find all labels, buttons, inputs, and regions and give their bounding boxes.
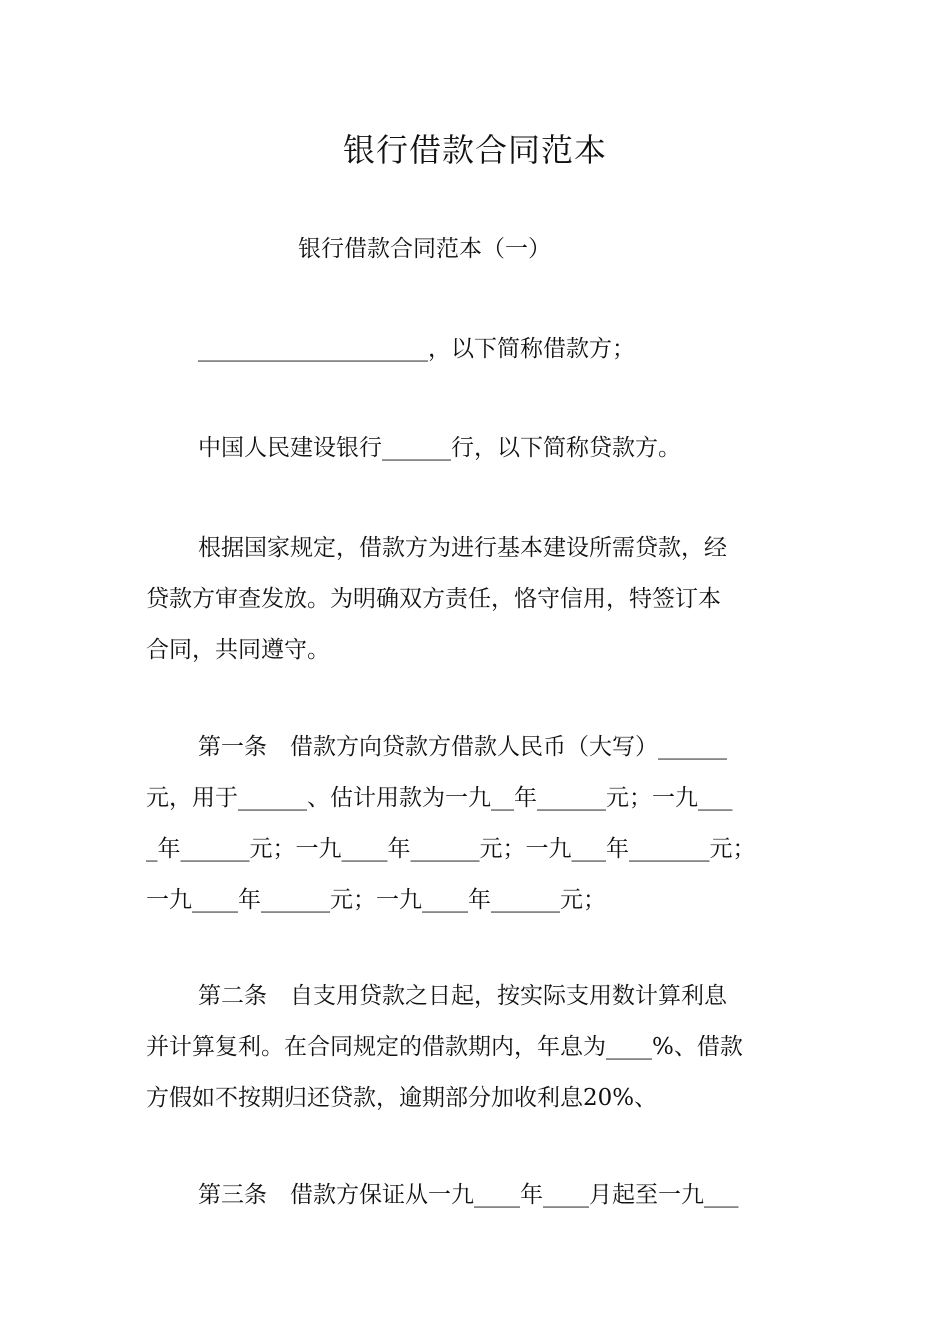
paragraph-lender (146, 423, 826, 474)
paragraph-line: 并计算复利。在合同规定的借款期内，年息为____%、借款 (146, 1034, 743, 1060)
paragraph-line: 合同，共同遵守。 (146, 637, 330, 663)
document-subtitle: 银行借款合同范本（一） (298, 236, 551, 262)
paragraph-line: 方假如不按期归还贷款，逾期部分加收利息20%、 (146, 1085, 658, 1111)
document-title: 银行借款合同范本 (342, 131, 607, 169)
paragraph-line: 中国人民建设银行______行，以下简称贷款方。 (198, 435, 681, 461)
paragraph-line: 第三条 借款方保证从一九____年____月起至一九___ (198, 1182, 739, 1208)
paragraph-line: ____________________，以下简称借款方； (198, 336, 635, 362)
paragraph-article-3 (146, 1170, 826, 1221)
paragraph-line: 一九____年______元；一九____年______元； (146, 887, 606, 913)
paragraph-article-1 (146, 722, 826, 926)
paragraph-line: 元，用于______、估计用款为一九__年______元；一九___ (146, 785, 733, 811)
paragraph-line: 贷款方审查发放。为明确双方责任，恪守信用，特签订本 (146, 586, 721, 612)
paragraph-article-2 (146, 971, 826, 1124)
paragraph-line: 第二条 自支用贷款之日起，按实际支用数计算利息 (198, 983, 727, 1009)
paragraph-line: 第一条 借款方向贷款方借款人民币（大写）______ (198, 734, 727, 760)
paragraph-line: 根据国家规定，借款方为进行基本建设所需贷款，经 (198, 535, 727, 561)
paragraph-line: _年______元；一九____年______元；一九___年_______元； (146, 836, 756, 862)
paragraph-preamble (146, 523, 826, 676)
paragraph-borrower (146, 324, 826, 375)
